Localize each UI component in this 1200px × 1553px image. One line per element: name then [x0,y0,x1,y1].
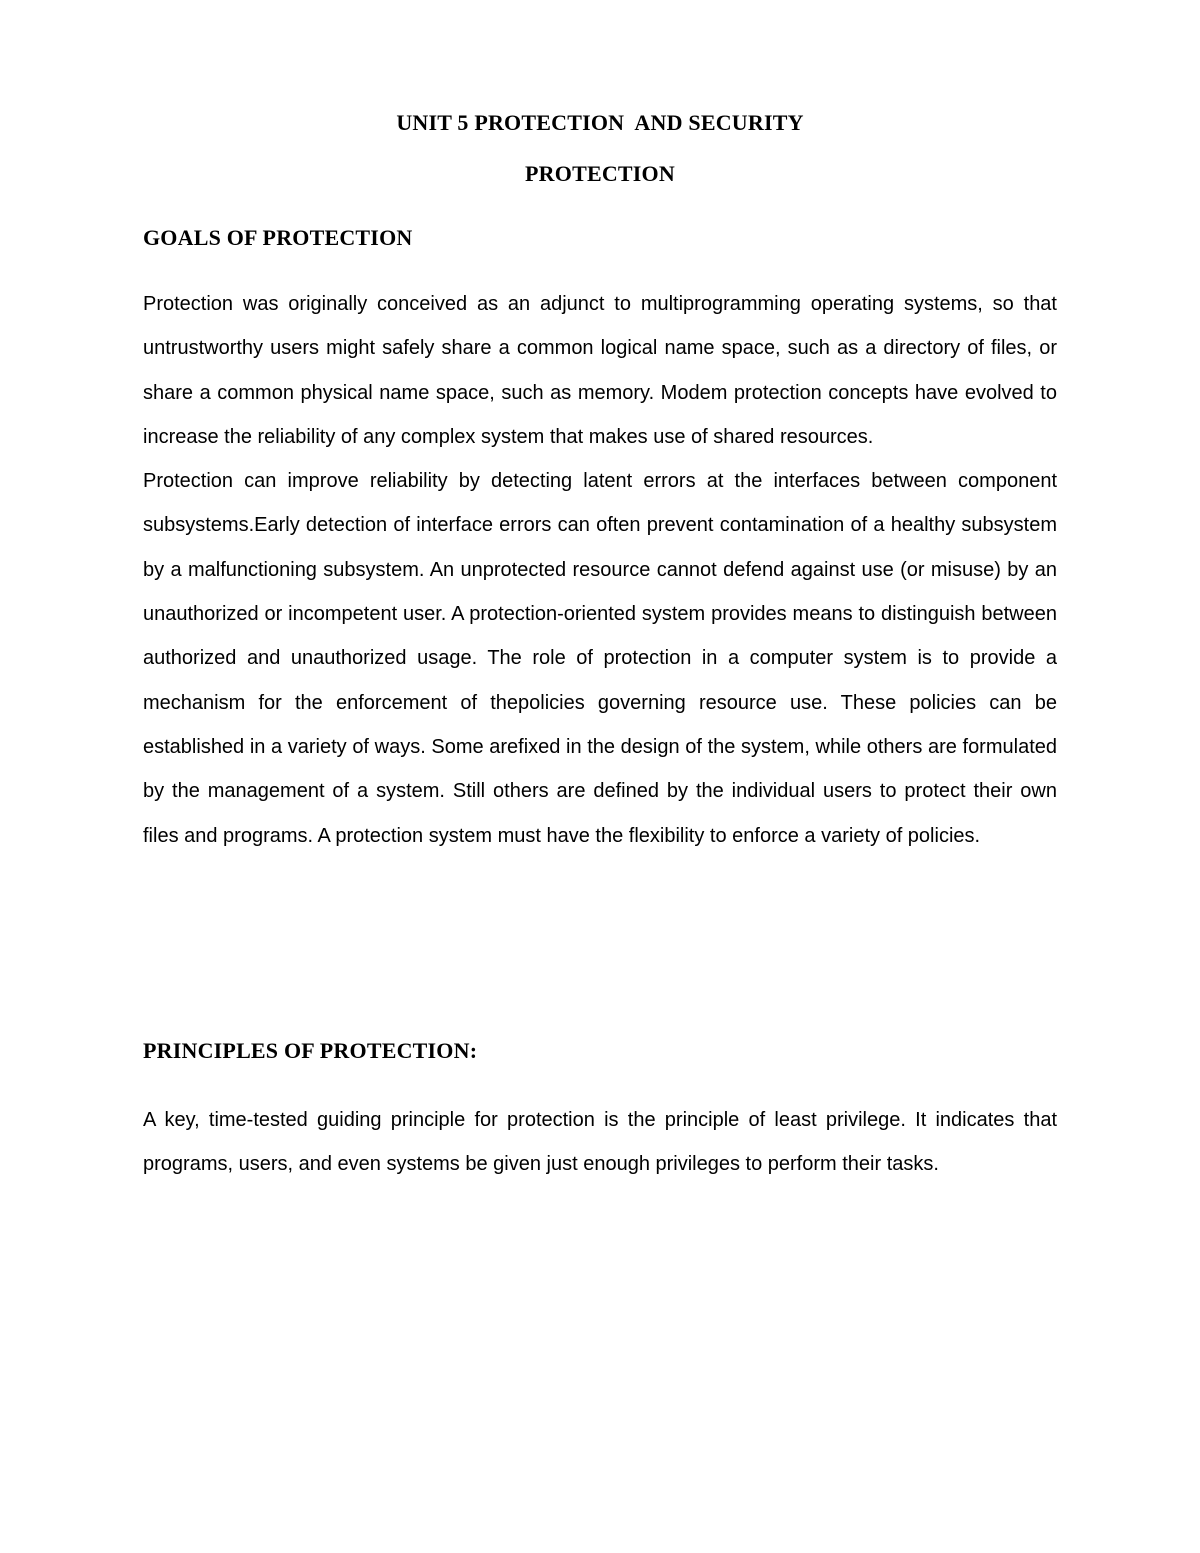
document-title: UNIT 5 PROTECTION AND SECURITY [396,110,804,135]
section-body-principles: A key, time-tested guiding principle for protection is the principle of least privilege. It indicates that programs, users, and even systems be given just enough privileges to perform their tasks. [143,1109,1057,1176]
section-body-goals: Protection was originally conceived as an adjunct to multiprogramming operating systems, so that untrustworthy users might safely share a common logical name space, such as a directory of files, or share a common physical name space, such as memory. Modem protection concepts have evolved to increase the reliability of any complex system that makes use of shared resources. Protection can improve reliability by detecting latent errors at the interfaces between component subsystems.Early detection of interface errors can often prevent contamination of a healthy subsystem by a malfunctioning subsystem. An unprotected resource cannot defend against use (or misuse) by an unauthorized or incompetent user. A protection-oriented system provides means to distinguish between authorized and unauthorized usage. The role of protection in a computer system is to provide a mechanism for the enforcement of thepolicies governing resource use. These policies can be established in a variety of ways. Some arefixed in the design of the system, while others are formulated by the management of a system. Still others are defined by the individual users to protect their own files and programs. A protection system must have the flexibility to enforce a variety of policies. [143,293,1057,847]
document-subtitle: PROTECTION [525,161,675,186]
section-heading-goals: GOALS OF PROTECTION [143,225,413,250]
section-heading-principles: PRINCIPLES OF PROTECTION: [143,1038,478,1063]
